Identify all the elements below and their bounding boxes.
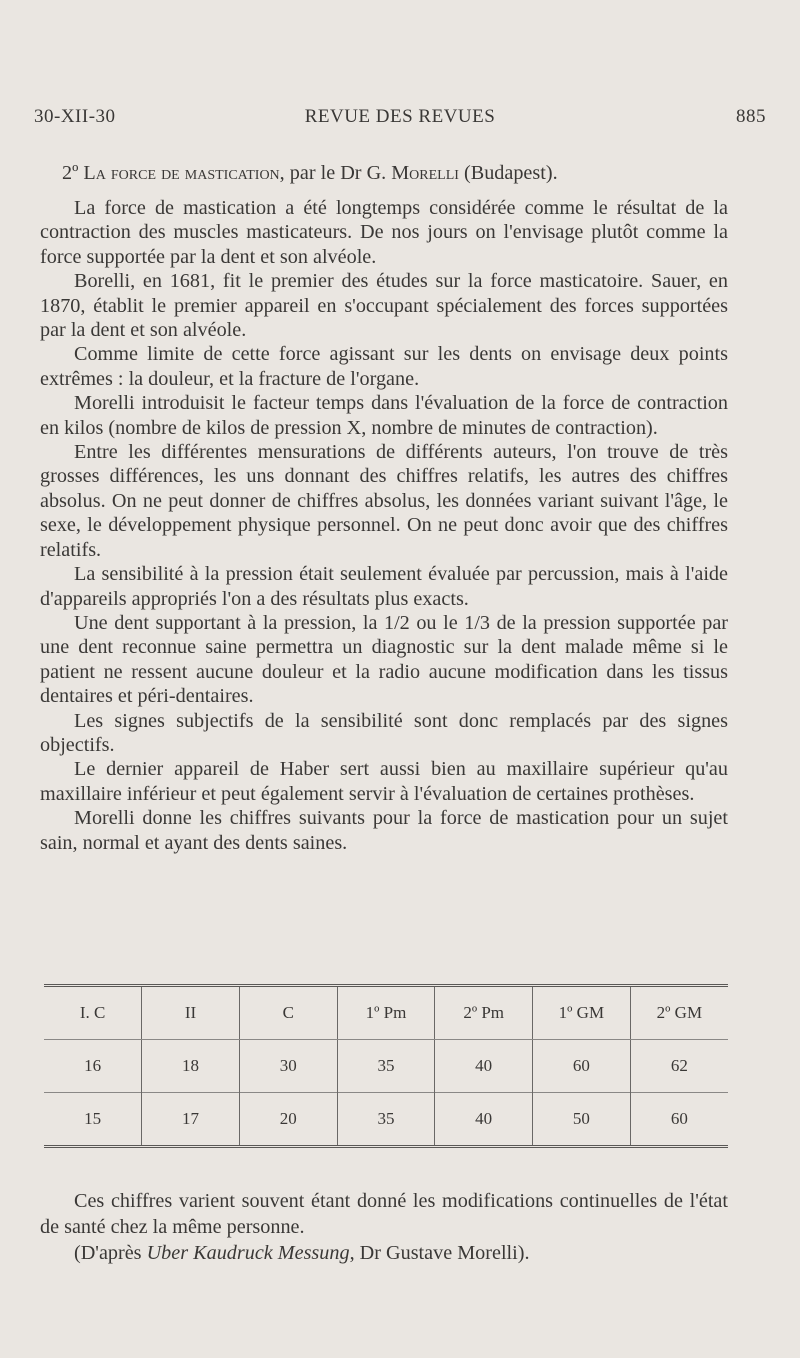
table-row xyxy=(44,1040,728,1093)
article-title xyxy=(40,160,728,186)
closing-section xyxy=(40,1188,728,1266)
paragraph: Morelli donne les chiffres suivants pour la force de mastication pour un sujet sain, normal et ayant des dents saines. xyxy=(40,807,728,854)
column-header: 1º GM xyxy=(533,986,631,1040)
article-author: G. Morelli xyxy=(366,162,459,184)
paragraph: Les signes subjectifs de la sensibilité sont donc remplacés par des signes objectifs. xyxy=(40,709,728,756)
table-cell: 40 xyxy=(435,1040,533,1093)
page-number: 885 xyxy=(736,106,766,127)
table-cell: 50 xyxy=(533,1093,631,1147)
table-cell: 40 xyxy=(435,1093,533,1147)
column-header: 1º Pm xyxy=(337,986,435,1040)
journal-title: REVUE DES REVUES xyxy=(304,106,496,127)
table-cell: 30 xyxy=(239,1040,337,1093)
paragraph: Le dernier appareil de Haber sert aussi bien au maxillaire supérieur qu'au maxillaire inférieur et peut également servir à l'évaluation de certaines prothèses. xyxy=(40,758,728,805)
table-cell: 62 xyxy=(630,1040,728,1093)
paragraph: Comme limite de cette force agissant sur les dents on envisage deux points extrêmes : la douleur, et la fracture de l'organe. xyxy=(40,343,728,390)
source-prefix: (D'après xyxy=(74,1242,147,1264)
column-header: C xyxy=(239,986,337,1040)
column-header: 2º GM xyxy=(630,986,728,1040)
table-row xyxy=(44,1093,728,1147)
paragraph: Une dent supportant à la pression, la 1/2 ou le 1/3 de la pression supportée par une dent reconnue saine permettra un diagnostic sur la dent malade même si le patient ne ressent aucune douleur et la radio aucune modification dans les tissus dentaires et péri-dentaires. xyxy=(40,611,728,708)
column-header: 2º Pm xyxy=(435,986,533,1040)
closing-paragraph: Ces chiffres varient souvent étant donné les modifications continuelles de l'état de santé chez la même personne. xyxy=(40,1190,728,1238)
table-cell: 16 xyxy=(84,1056,102,1075)
article-place: (Budapest). xyxy=(458,162,558,184)
article xyxy=(40,160,728,855)
table-cell: 35 xyxy=(337,1040,435,1093)
source-citation xyxy=(40,1240,728,1266)
table-cell: 60 xyxy=(533,1040,631,1093)
paragraph: Morelli introduisit le facteur temps dans l'évaluation de la force de contraction en kilos (nombre de kilos de pression X, nombre de minutes de contraction). xyxy=(40,392,728,439)
column-header: I. C xyxy=(44,986,142,1040)
paragraph: Borelli, en 1681, fit le premier des études sur la force masticatoire. Sauer, en 1870, établit le premier appareil en s'occupant spécialement des forces supportées par la dent et son alvéole. xyxy=(40,270,728,342)
table-cell: 60 xyxy=(630,1093,728,1147)
mastication-force-table xyxy=(44,984,728,1148)
paragraph: La force de mastication a été longtemps considérée comme le résultat de la contraction des muscles masticateurs. De nos jours on l'envisage plutôt comme la force supportée par la dent et son alvéole. xyxy=(40,197,728,268)
article-by: par le Dr xyxy=(284,162,367,184)
table-cell: 15 xyxy=(44,1093,142,1147)
table-cell: 17 xyxy=(142,1093,240,1147)
paragraph: Entre les différentes mensurations de différents auteurs, l'on trouve de très grosses différences, les uns donnant des chiffres relatifs, les autres des chiffres absolus. On ne peut donner de chiffres absolus, les données variant suivant l'âge, le sexe, le développement physique personnel. On ne peut donc avoir que des chiffres relatifs. xyxy=(40,441,728,561)
table-cell: 20 xyxy=(239,1093,337,1147)
running-head xyxy=(34,106,766,132)
issue-date: 30-XII-30 xyxy=(34,106,116,127)
table-header-row xyxy=(44,986,728,1040)
paragraph: La sensibilité à la pression était seulement évaluée par percussion, mais à l'aide d'appareils appropriés l'on a des résultats plus exacts. xyxy=(40,563,728,610)
article-number: 2º xyxy=(62,162,84,184)
table-cell: 35 xyxy=(337,1093,435,1147)
source-title: Uber Kaudruck Messung xyxy=(146,1242,350,1264)
table-cell: 18 xyxy=(142,1040,240,1093)
source-suffix: , Dr Gustave Morelli). xyxy=(349,1242,530,1264)
column-header: II xyxy=(142,986,240,1040)
article-topic: La force de mastication, xyxy=(83,162,285,184)
